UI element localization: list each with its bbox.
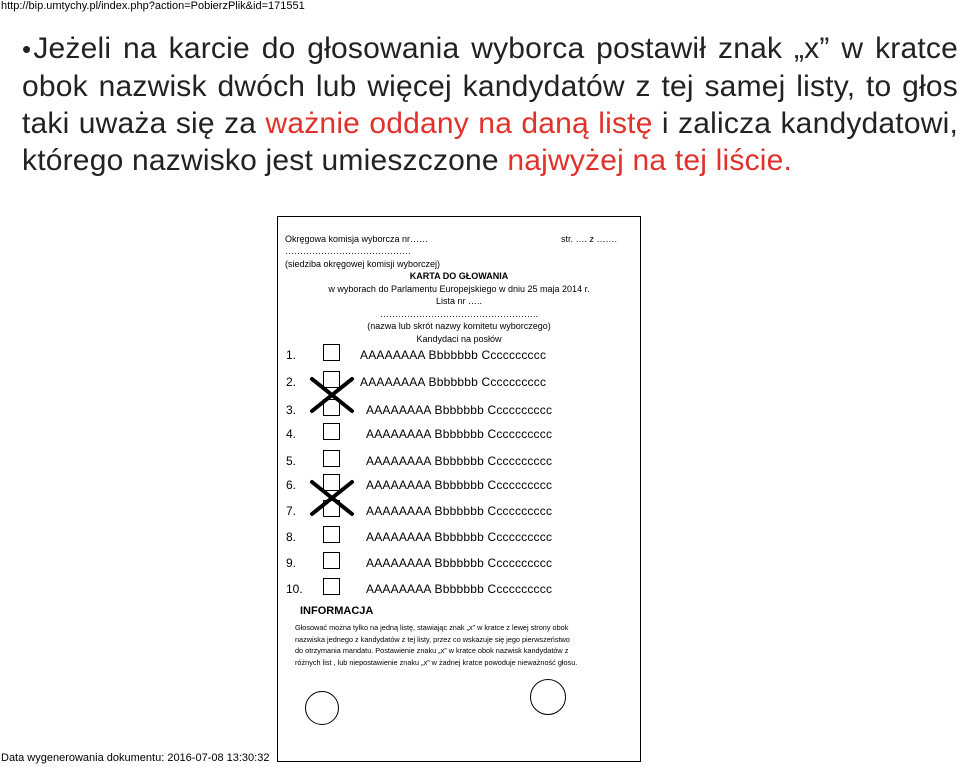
dots-line-1: ……………………………………	[285, 246, 411, 256]
candidate-row	[278, 423, 638, 447]
commission-seat: (siedziba okręgowej komisji wyborczej)	[285, 259, 441, 269]
vote-checkbox[interactable]	[323, 500, 340, 517]
list-number: Lista nr …..	[435, 296, 482, 306]
vote-checkbox[interactable]	[323, 450, 340, 467]
bullet-highlight-1: ważnie oddany na daną listę	[265, 107, 653, 140]
candidate-name: AAAAAAAA Bbbbbbb Cccccccccc	[366, 504, 553, 518]
candidate-number: 10.	[286, 582, 303, 596]
candidate-row	[278, 399, 638, 423]
commission-line: Okręgowa komisja wyborcza nr……	[285, 234, 429, 244]
candidate-number: 5.	[286, 454, 297, 468]
candidate-number: 1.	[286, 348, 297, 362]
bullet-text-part2: i zalicza kandydatowi, którego nazwisko jest umieszczone	[22, 107, 958, 177]
generation-date: Data wygenerowania dokumentu: 2016-07-08 13:30:32	[1, 752, 270, 764]
candidate-row	[278, 500, 638, 524]
candidate-row	[278, 578, 638, 602]
vote-checkbox[interactable]	[323, 344, 340, 361]
seal-circle-left	[305, 691, 339, 725]
vote-checkbox[interactable]	[323, 399, 340, 416]
candidate-number: 7.	[286, 504, 297, 518]
vote-checkbox[interactable]	[323, 423, 340, 440]
candidate-name: AAAAAAAA Bbbbbbb Cccccccccc	[366, 478, 553, 492]
candidate-number: 8.	[286, 530, 297, 544]
candidates-header: Kandydaci na posłów	[416, 334, 502, 344]
candidate-name: AAAAAAAA Bbbbbbb Cccccccccc	[366, 530, 553, 544]
ballot-card	[277, 216, 641, 762]
candidate-name: AAAAAAAA Bbbbbbb Cccccccccc	[360, 375, 547, 389]
candidate-name: AAAAAAAA Bbbbbbb Cccccccccc	[366, 403, 553, 417]
dots-line-2: ……………………………………………..	[379, 309, 538, 319]
vote-checkbox[interactable]	[323, 526, 340, 543]
vote-checkbox[interactable]	[323, 578, 340, 595]
committee-name: (nazwa lub skrót nazwy komitetu wyborczego)	[367, 321, 551, 331]
bullet-highlight-2: najwyżej na tej liście.	[507, 144, 793, 177]
info-line: Głosować można tylko na jedną listę, stawiając znak „x” w kratce z lewej strony obok	[295, 623, 569, 632]
ballot-subtitle: w wyborach do Parlamentu Europejskiego w dniu 25 maja 2014 r.	[328, 284, 590, 294]
candidate-number: 2.	[286, 375, 297, 389]
candidate-row	[278, 344, 638, 368]
info-line: do otrzymania mandatu. Postawienie znaku „x” w kratce obok nazwisk kandydatów z	[295, 646, 569, 656]
candidate-row	[278, 526, 638, 550]
bullet-paragraph	[22, 30, 958, 179]
candidate-row	[278, 552, 638, 576]
vote-checkbox[interactable]	[323, 552, 340, 569]
info-text	[295, 622, 625, 668]
candidate-number: 3.	[286, 403, 297, 417]
page-number: str. …. z …….	[561, 234, 618, 244]
candidate-number: 4.	[286, 427, 297, 441]
source-url: http://bip.umtychy.pl/index.php?action=PobierzPlik&id=171551	[1, 0, 305, 12]
candidate-name: AAAAAAAA Bbbbbbb Cccccccccc	[366, 582, 553, 596]
info-line: różnych list , lub niepostawienie znaku „x” w żadnej kratce powoduje nieważność głosu.	[295, 657, 578, 667]
candidate-row	[278, 474, 638, 498]
info-title: INFORMACJA	[300, 605, 374, 617]
candidate-name: AAAAAAAA Bbbbbbb Cccccccccc	[366, 427, 553, 441]
candidate-row	[278, 450, 638, 474]
candidate-name: AAAAAAAA Bbbbbbb Cccccccccc	[366, 454, 553, 468]
info-line: nazwiska jednego z kandydatów z tej listy, przez co wskazuje się jego pierwszeństwo	[295, 634, 570, 644]
seal-circle-right	[530, 679, 566, 715]
candidate-number: 9.	[286, 556, 297, 570]
candidate-name: AAAAAAAA Bbbbbbb Cccccccccc	[360, 348, 547, 362]
bullet-text-part1: Jeżeli na karcie do głosowania wyborca postawił znak „x” w kratce obok nazwisk dwóch lub więcej kandydatów z tej samej listy, to głos taki uważa się za	[22, 32, 958, 140]
ballot-title: KARTA DO GŁOWANIA	[409, 271, 509, 281]
candidate-number: 6.	[286, 478, 297, 492]
candidate-name: AAAAAAAA Bbbbbbb Cccccccccc	[366, 556, 553, 570]
candidate-row	[278, 371, 638, 395]
bullet-icon: •	[22, 34, 32, 64]
